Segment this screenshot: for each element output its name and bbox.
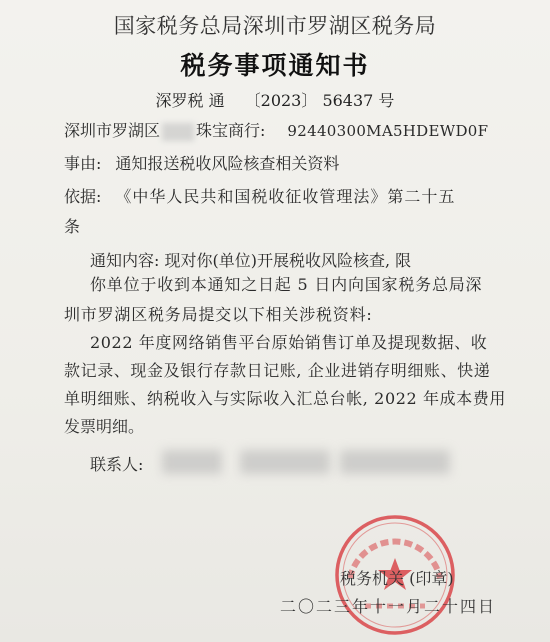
notice-content-line-3: 圳市罗湖区税务局提交以下相关涉税资料: [64,305,373,324]
issuing-office-header: 国家税务总局深圳市罗湖区税务局 [113,14,437,38]
basis-text: 《中华人民共和国税收征收管理法》第二十五 [115,187,456,206]
document-number-value: 〔2023〕 56437 号 [244,91,395,110]
subject-text: 通知报送税收风险核查相关资料 [115,154,340,173]
recipient-credit-code: 92440300MA5HDEWD0F [287,122,489,140]
subject-label: 事由: [64,154,102,173]
document-title: 税务事项通知书 [180,51,370,80]
contact-line [90,452,143,475]
recipient-line [64,118,488,141]
document-number [0,88,550,111]
recipient-suffix: 珠宝商行: [196,121,266,140]
tax-authority-signature: 税务机关 (印章) [340,569,454,588]
recipient-prefix: 深圳市罗湖区 [64,121,161,140]
materials-line-2: 款记录、现金及银行存款日记账, 企业进销存明细账、快递 [64,361,491,380]
basis-continuation: 条 [64,217,81,236]
basis-label: 依据: [64,187,102,206]
notice-content-line-1: 通知内容: 现对你(单位)开展税收风险核查, 限 [90,251,412,270]
basis-line [64,184,455,207]
redacted-recipient-name [162,123,194,141]
materials-line-4: 发票明细。 [64,417,145,436]
redacted-contact-extra [340,450,450,474]
contact-label: 联系人: [90,455,144,474]
materials-line-3: 单明细账、纳税收入与实际收入汇总台帐, 2022 年成本费用 [64,389,506,408]
issue-date: 二〇二三年十一月二十四日 [280,597,497,616]
subject-line [64,151,339,174]
redacted-contact-phone [240,450,330,474]
redacted-contact-name [162,450,222,474]
notice-content-line-2: 你单位于收到本通知之日起 5 日内向国家税务总局深 [90,275,483,294]
materials-line-1: 2022 年度网络销售平台原始销售订单及提现数据、收 [90,333,488,352]
document-number-prefix: 深罗税 通 [155,91,225,110]
